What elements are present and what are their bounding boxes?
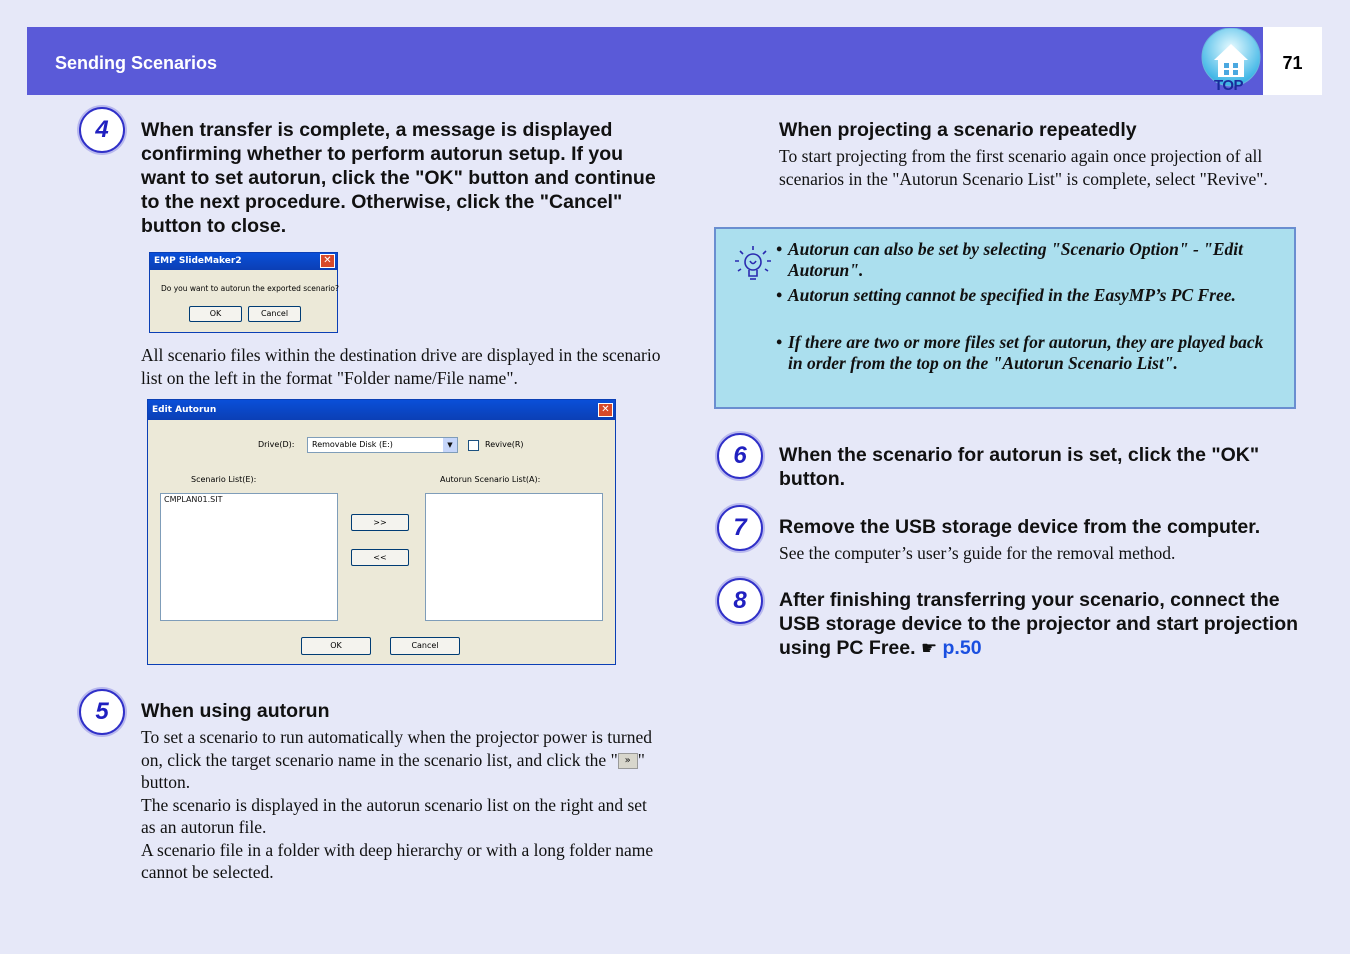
hint-item-3: • If there are two or more files set for autorun, they are played back in order from the top on the "Autorun Scenario List".	[776, 332, 1264, 373]
drive-value: Removable Disk (E:)	[312, 440, 393, 449]
autorun-list-label: Autorun Scenario List(A):	[440, 475, 541, 484]
page-number: 71	[1282, 53, 1303, 73]
ok-button[interactable]: OK	[189, 306, 242, 322]
step-8-heading	[779, 588, 1299, 661]
step-number-5: 5	[79, 689, 125, 735]
step-5-para-3: A scenario file in a folder with deep hierarchy or with a long folder name cannot be selected.	[141, 839, 654, 882]
dialog-title: EMP SlideMaker2	[154, 256, 242, 266]
top-label: TOP	[1214, 77, 1244, 94]
dialog-titlebar	[148, 400, 615, 420]
section-title: Sending Scenarios	[55, 53, 218, 73]
step-7-heading: Remove the USB storage device from the computer.	[779, 516, 1261, 538]
dialog-title: Edit Autorun	[152, 405, 217, 415]
page-number-box	[1263, 27, 1322, 95]
cancel-button[interactable]: Cancel	[248, 306, 301, 322]
drive-label: Drive(D):	[258, 440, 295, 449]
repeat-heading: When projecting a scenario repeatedly	[779, 119, 1137, 141]
close-icon[interactable]: ✕	[320, 254, 335, 268]
step-5-para-2: The scenario is displayed in the autorun scenario list on the right and set as an autorun file.	[141, 794, 647, 837]
repeat-body: To start projecting from the first scenario again once projection of all scenarios in the "Autorun Scenario List" is complete, select "Revive".	[779, 146, 1268, 189]
step-7-body: See the computer’s user’s guide for the removal method.	[779, 543, 1176, 563]
revive-checkbox[interactable]	[468, 440, 479, 451]
chevron-down-icon[interactable]: ▼	[443, 438, 457, 452]
step-number-6: 6	[717, 433, 763, 479]
confirm-dialog	[149, 252, 338, 333]
dialog-message: Do you want to autorun the exported scenario?	[161, 284, 339, 293]
double-chevron-icon: »	[618, 753, 638, 769]
ok-button[interactable]: OK	[301, 637, 371, 655]
step-5-text-a: To set a scenario to run automatically when the projector power is turned on, click the target scenario name in the scenario list, and click the "	[141, 727, 652, 770]
pointing-hand-icon: ☛	[920, 638, 938, 659]
hint-box	[714, 227, 1296, 409]
close-icon[interactable]: ✕	[598, 403, 613, 417]
step-8-text: After finishing transferring your scenario, connect the USB storage device to the projector and start projection using PC Free.	[779, 589, 1299, 659]
step-number-8: 8	[717, 578, 763, 624]
revive-label: Revive(R)	[485, 440, 524, 449]
dialog-titlebar	[150, 253, 337, 270]
add-to-autorun-button[interactable]: >>	[351, 514, 409, 531]
hint-item-2: • Autorun setting cannot be specified in the EasyMP’s PC Free.	[776, 285, 1236, 305]
step-5-heading: When using autorun	[141, 700, 330, 722]
header-bar	[27, 27, 1263, 95]
step-6-heading: When the scenario for autorun is set, click the "OK" button.	[779, 444, 1260, 490]
step-4-heading: When transfer is complete, a message is displayed confirming whether to perform autorun setup. If you want to set autorun, click the "OK" button and continue to the next procedure. Otherwise, click the "Cancel" button to close.	[141, 119, 656, 237]
scenario-list[interactable]	[160, 493, 338, 621]
step-4-body: All scenario files within the destination drive are displayed in the scenario list on the left in the format "Folder name/File name".	[141, 345, 661, 388]
drive-select[interactable]	[307, 437, 458, 453]
step-number-7: 7	[717, 505, 763, 551]
scenario-list-label: Scenario List(E):	[191, 475, 257, 484]
step-number-4: 4	[79, 107, 125, 153]
lightbulb-icon	[730, 241, 776, 285]
top-button[interactable]	[1200, 28, 1262, 92]
remove-from-autorun-button[interactable]: <<	[351, 549, 409, 566]
list-item[interactable]: CMPLAN01.SIT	[164, 495, 223, 504]
hint-item-1: • Autorun can also be set by selecting "Scenario Option" - "Edit Autorun".	[776, 239, 1244, 280]
step-5-body	[141, 726, 661, 884]
step-5-text-b: " button.	[141, 749, 645, 792]
autorun-scenario-list[interactable]	[425, 493, 603, 621]
page-link[interactable]: p.50	[942, 637, 982, 659]
cancel-button[interactable]: Cancel	[390, 637, 460, 655]
edit-autorun-dialog	[147, 399, 616, 665]
